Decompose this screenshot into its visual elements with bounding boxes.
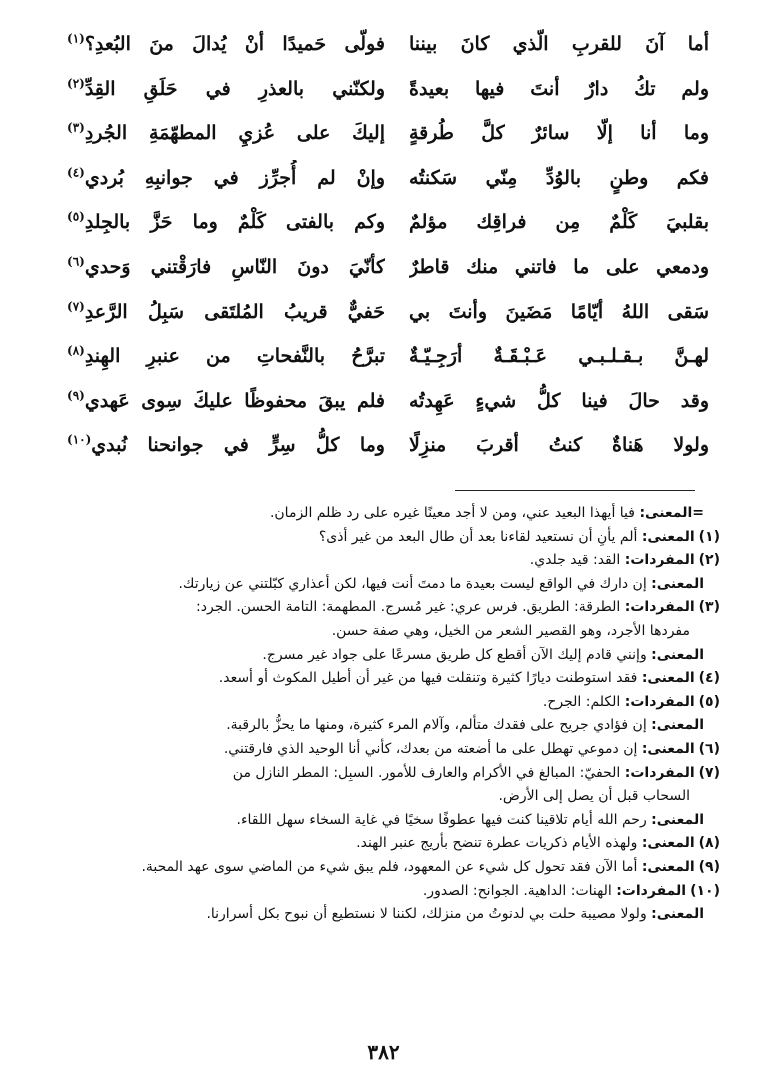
footnote-text: القد: قيد جلدي. <box>529 552 621 569</box>
verse-ajz-text: وكم بالفتى كَلْمٌ وما حَزَّ بالجِلدِ <box>84 211 385 234</box>
footnote-divider <box>455 490 695 491</box>
footnote-number: (٩) <box>698 858 720 875</box>
verse-ajz <box>67 249 385 285</box>
footnote-label: المفردات: <box>624 764 695 781</box>
footnote-line <box>60 502 720 526</box>
verse-ajz-text: وما كلُّ سِرٍّ في جوانحنا نُبدي <box>91 434 385 457</box>
footnote-line <box>60 738 720 762</box>
verse-sadr: وقد حالَ فينا كلُّ شيءٍ عَهِدتُه <box>409 389 709 412</box>
footnotes <box>60 502 720 927</box>
verse-ajz-text: إليكَ على عُزيِ المطهّمَةِ الجُردِ <box>84 122 385 145</box>
footnote-line <box>60 644 720 668</box>
verse-ajz <box>67 26 385 62</box>
verse-sadr: سَقى اللهُ أيّامًا مَضَينَ وأنتَ بي <box>409 300 709 323</box>
footnote-label: المعنى: <box>641 858 695 875</box>
footnote-text: الحفيّ: المبالغ في الأكرام والعارف للأمور. السبِل: المطر النازل من <box>232 764 621 781</box>
footnote-line <box>60 526 720 550</box>
footnote-text: ولهذه الأيام ذكريات عطرة تنضح بأريج عنبر الهند. <box>356 835 638 852</box>
verse-ajz <box>67 204 385 240</box>
footnote-marker: (٨) <box>67 343 85 358</box>
footnote-line <box>60 714 720 738</box>
footnote-number: (٥) <box>698 693 720 710</box>
footnote-label: المعنى: <box>651 646 704 663</box>
verse-sadr: ودمعي على ما فاتني منك قاطرٌ <box>409 256 709 278</box>
footnote-label: المعنى: <box>641 670 695 687</box>
footnote-number: (١) <box>698 528 720 545</box>
footnote-number: (١٠) <box>690 882 720 899</box>
footnote-marker: (٦) <box>67 254 85 269</box>
footnote-text: مفردها الأجرد، وهو القصير الشعر من الخيل، وهي صفة حسن. <box>331 622 690 639</box>
footnote-label: المعنى: <box>641 835 695 852</box>
footnote-text: أما الآن فقد تحول كل شيء عن المعهود، فلم يبق شيء من الماضي سوى عهد المحبة. <box>141 858 638 875</box>
footnote-label: المفردات: <box>624 693 695 710</box>
verse-sadr: ولم تكُ دارٌ أنتَ فيها بعيدةً <box>409 77 709 100</box>
footnote-line <box>60 856 720 880</box>
footnote-text: فقد استوطنت ديارًا كثيرة وتنقلت فيها من غير أن أطيل المكوث أو أسعد. <box>218 670 638 687</box>
footnote-text: الكلم: الجرح. <box>542 693 621 710</box>
footnote-marker: (١٠) <box>67 433 92 448</box>
footnote-number: (٦) <box>698 740 720 757</box>
footnote-line <box>60 762 720 786</box>
footnote-label: المعنى: <box>651 717 704 734</box>
footnote-line <box>60 620 720 644</box>
footnote-text: إن فؤادي جريح على فقدك متألم، وآلام المرء كثيرة، ومنها ما يحزُّ بالرقبة. <box>226 717 647 734</box>
verse-ajz-text: فولّى حَميدًا أنْ يُدالَ منَ البُعدِ؟ <box>84 33 385 55</box>
verse-sadr: لهـنَّ بـقـلـبـي عَـبْـقَـةٌ أرَجِـيّـةٌ <box>409 345 709 368</box>
footnote-label: =المعنى: <box>639 505 704 521</box>
footnote-text: الهنات: الداهية. الجوانح: الصدور. <box>422 882 612 899</box>
footnote-label: المعنى: <box>641 528 695 545</box>
footnote-number: (٨) <box>698 835 720 852</box>
verse-ajz-text: ولكنّني بالعذرِ في حَلَقِ القِدِّ <box>84 77 385 100</box>
verse-ajz <box>67 71 385 107</box>
verse-ajz <box>67 160 385 196</box>
verse-ajz <box>67 115 385 151</box>
footnote-text: فيا أيهذا البعيد عني، ومن لا أجد معينًا غيره على رد ظلم الزمان. <box>269 505 635 521</box>
footnote-text: رحم الله أيام تلاقينا كنت فيها عطوفًا سخيًا في غاية السخاء سهل اللقاء. <box>236 811 647 828</box>
footnote-text: إن دارك في الواقع ليست بعيدة ما دمتَ أنت فيها، لكن أعذاري كبّلتني عن زيارتك. <box>178 575 647 592</box>
verse-sadr: فكم وطنٍ بالوُدِّ مِنّي سَكنتُه <box>409 166 709 189</box>
verse-sadr: ولولا هَناةٌ كنتُ أقربَ منزِلًا <box>409 434 709 457</box>
footnote-text: السحاب قبل أن يصل إلى الأرض. <box>498 788 690 805</box>
verse-ajz-text: حَفيٌّ قريبُ المُلتَقى سَبِلُ الرَّعدِ <box>84 300 385 323</box>
verse-ajz-text: تبرَّحُ بالنَّفحاتِ من عنبرِ الهِندِ <box>84 345 385 368</box>
footnote-text: ولولا مصيبة حلت بي لدنوتُ من منزلك، لكننا لا نستطيع أن نبوح بكل أسرارنا. <box>206 906 647 923</box>
footnote-line <box>60 596 720 620</box>
footnote-number: (٤) <box>698 670 720 687</box>
verse-ajz <box>67 427 385 463</box>
verse-ajz <box>67 294 385 330</box>
footnote-marker: (٥) <box>67 210 85 225</box>
footnote-line <box>60 549 720 573</box>
verse-ajz <box>67 383 385 419</box>
footnote-marker: (٤) <box>67 165 85 180</box>
footnote-marker: (٩) <box>67 388 85 403</box>
footnote-label: المفردات: <box>624 552 695 569</box>
footnote-line <box>60 809 720 833</box>
footnote-line <box>60 903 720 927</box>
footnote-text: الطرقة: الطريق. فرس عري: غير مُسرج. المطهمة: التامة الحسن. الجرد: <box>196 599 621 616</box>
footnote-line <box>60 880 720 904</box>
footnote-line <box>60 667 720 691</box>
footnote-marker: (٧) <box>67 299 85 314</box>
footnote-text: إن دموعي تهطل على ما أضعته من بعدك، كأني أنا الوحيد الذي فارقتني. <box>223 740 638 757</box>
footnote-marker: (٢) <box>67 76 85 91</box>
footnote-number: (٣) <box>698 599 720 616</box>
footnote-line <box>60 573 720 597</box>
verse-ajz-text: فلم يبقَ محفوظًا عليكَ سِوى عَهدي <box>84 389 385 412</box>
footnote-marker: (١) <box>67 31 85 46</box>
footnote-text: وإنني قادم إليك الآن أقطع كل طريق مسرعًا على جواد غير مسرج. <box>262 646 647 663</box>
footnote-label: المعنى: <box>651 575 704 592</box>
footnote-number: (٢) <box>698 552 720 569</box>
footnote-label: المعنى: <box>641 740 695 757</box>
footnote-marker: (٣) <box>67 120 85 135</box>
verse-ajz-text: كأنّيَ دونَ النّاسِ فارَقْتني وَحدي <box>84 256 385 278</box>
page-number: ٣٨٢ <box>367 1040 400 1064</box>
footnote-number: (٧) <box>698 764 720 781</box>
footnote-line <box>60 785 720 809</box>
verse-ajz <box>67 338 385 374</box>
verse-ajz-text: وإنْ لم أُجرِّز في جوانبِهِ بُردي <box>84 166 385 189</box>
footnote-line <box>60 691 720 715</box>
footnote-label: المفردات: <box>624 599 695 616</box>
footnote-label: المفردات: <box>616 882 687 899</box>
verse-sadr: أما آنَ للقربِ الّذي كانَ بيننا <box>409 33 709 55</box>
footnote-line <box>60 832 720 856</box>
footnote-label: المعنى: <box>651 906 704 923</box>
footnote-label: المعنى: <box>651 811 704 828</box>
verse-sadr: بقلبيَ كَلْمٌ مِن فراقِك مؤلمٌ <box>409 211 709 234</box>
verse-sadr: وما أنا إلّا سائرٌ كلَّ طُرقةٍ <box>409 122 709 145</box>
footnote-text: ألم يأنِ أن نستعيد لقاءنا بعد أن طال البعد من غير أذى؟ <box>318 528 638 545</box>
